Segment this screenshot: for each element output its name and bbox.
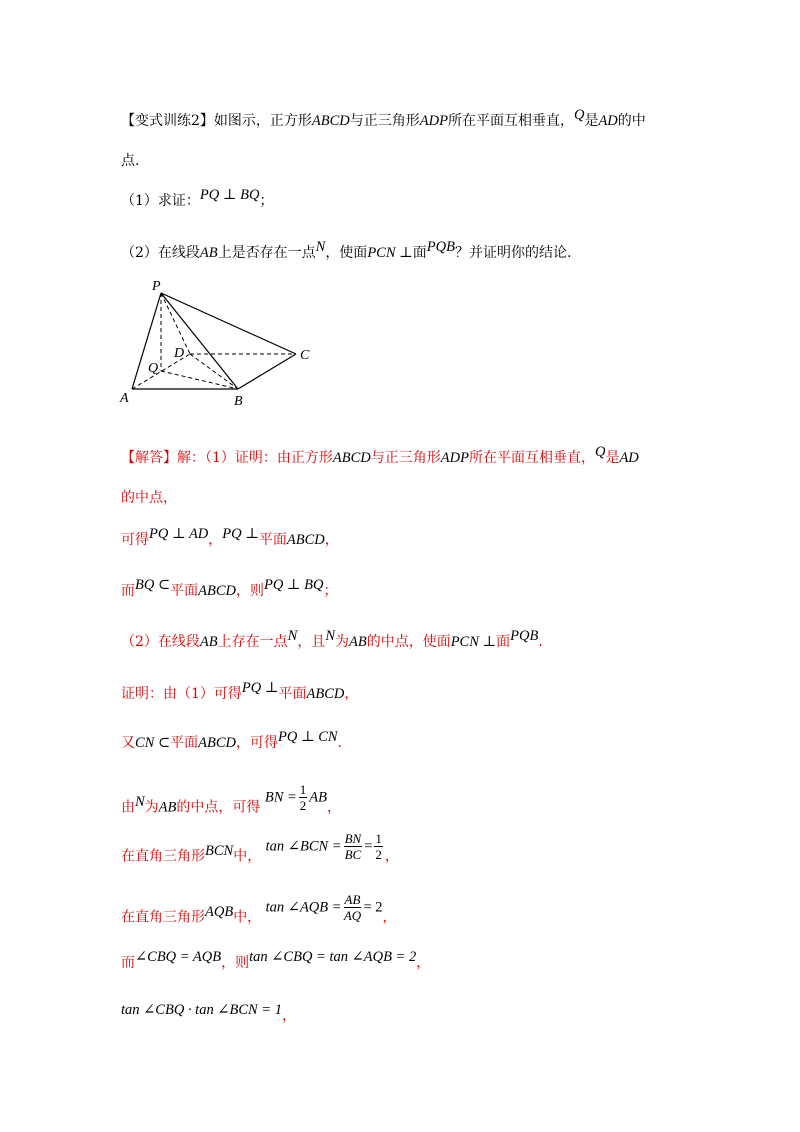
problem-line-1: 【变式训练2】如图示，正方形ABCD与正三角形ADP所在平面互相垂直，Q是AD的中 — [121, 107, 646, 129]
solution-line-7: 又CN ⊂平面ABCD，可得PQ ⊥ CN. — [121, 729, 342, 751]
fraction-bn-bc: $\frac{BN}{BC}$ — [344, 831, 362, 862]
solution-line-6: 证明：由（1）可得PQ ⊥平面ABCD， — [121, 680, 359, 702]
problem-part-2: （2）在线段AB上是否存在一点N，使面PCN ⊥面PQB？并证明你的结论. — [121, 239, 572, 261]
equation-bn: BN = $\frac{1}{2}$ AB — [264, 782, 328, 813]
solution-line-9: 在直角三角形BCN中， tan ∠BCN = $\frac{BN}{BC}$ = $\frac{1}{2}$ ， — [121, 831, 399, 865]
solution-line-3: 可得PQ ⊥ AD，PQ ⊥平面ABCD， — [121, 526, 339, 548]
label-p: P — [152, 279, 161, 294]
fraction-one-half: $\frac{1}{2}$ — [375, 831, 382, 862]
solution-line-2: 的中点， — [121, 490, 177, 506]
equation-tan-aqb: tan ∠AQB = $\frac{AB}{AQ}$ = 2 — [265, 892, 383, 923]
edge-bc — [238, 354, 296, 389]
solution-line-5: （2）在线段AB上存在一点N，且N为AB的中点，使面PCN ⊥面PQB. — [121, 628, 543, 650]
label-d: D — [174, 346, 185, 361]
solution-tag: 【解答】 — [121, 450, 177, 466]
label-q: Q — [148, 361, 159, 376]
pyramid-figure — [110, 278, 330, 413]
edge-pb — [161, 293, 238, 389]
label-a: A — [120, 391, 129, 406]
label-c: C — [300, 348, 310, 363]
fraction-ab-aq: $\frac{AB}{AQ}$ — [343, 892, 362, 923]
solution-line-8: 由N为AB的中点，可得 BN = $\frac{1}{2}$ AB， — [121, 782, 342, 816]
problem-part-1: （1）求证：PQ ⊥ BQ； — [121, 187, 274, 209]
problem-tag: 【变式训练2】 — [121, 113, 214, 129]
solution-line-12: tan ∠CBQ · tan ∠BCN = 1， — [121, 1002, 296, 1024]
problem-line-2: 点. — [121, 153, 140, 169]
solution-line-10: 在直角三角形AQB中， tan ∠AQB = $\frac{AB}{AQ}$ = 2， — [121, 892, 397, 926]
solution-line-11: 而∠CBQ = AQB，则tan ∠CBQ = tan ∠AQB = 2， — [121, 949, 431, 971]
fraction-half: $\frac{1}{2}$ — [299, 782, 307, 813]
edge-pc — [161, 293, 296, 354]
equation-tan-bcn: tan ∠BCN = $\frac{BN}{BC}$ = $\frac{1}{2}$ — [265, 831, 382, 862]
label-b: B — [234, 394, 243, 409]
solution-line-1: 【解答】解：（1）证明：由正方形ABCD与正三角形ADP所在平面互相垂直，Q是AD — [121, 444, 639, 466]
solution-line-4: 而BQ ⊂平面ABCD，则PQ ⊥ BQ； — [121, 577, 338, 599]
